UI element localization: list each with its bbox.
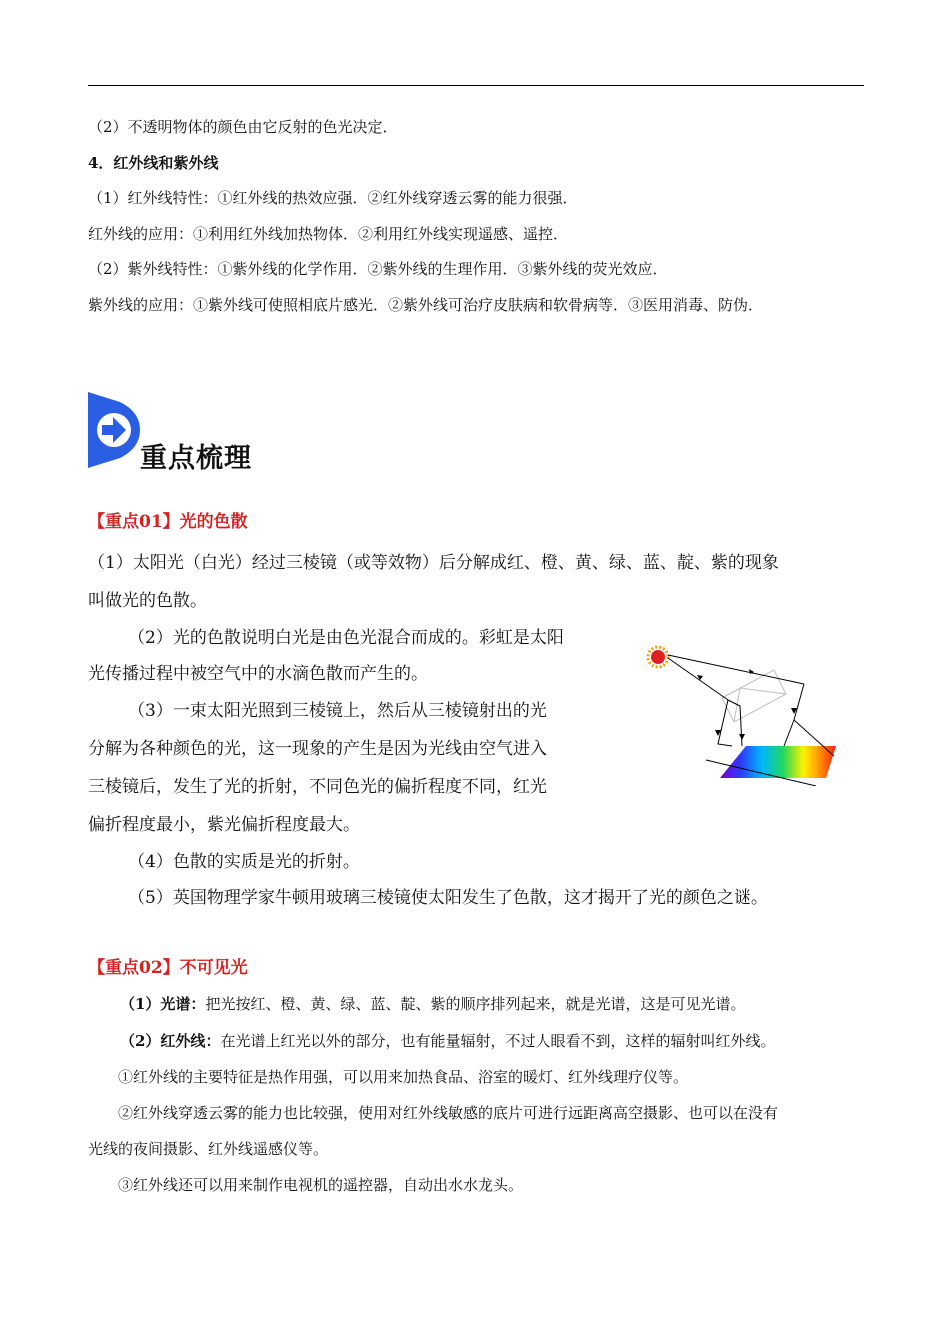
spectrum-text: 把光按红、橙、黄、绿、蓝、靛、紫的顺序排列起来，就是光谱，这是可见光谱。 (205, 995, 746, 1013)
point01-line8: 偏折程度最小，紫光偏折程度最大。 (88, 815, 360, 835)
infrared-text: 在光谱上红光以外的部分，也有能量辐射，不过人眼看不到，这样的辐射叫红外线。 (220, 1032, 776, 1050)
point01-line2: 叫做光的色散。 (88, 591, 207, 611)
opaque-color-text: （2）不透明物体的颜色由它反射的色光决定． (88, 118, 398, 136)
point01-line4: 光传播过程中被空气中的水滴色散而产生的。 (88, 664, 428, 684)
point01-line5: （3）一束太阳光照到三棱镜上，然后从三棱镜射出的光 (128, 701, 547, 721)
spectrum-term: （1）光谱： (120, 995, 206, 1013)
uv-properties: （2）紫外线特性：①紫外线的化学作用．②紫外线的生理作用．③紫外线的荧光效应． (88, 260, 668, 278)
prism-dispersion-figure (636, 636, 840, 786)
point01-line6: 分解为各种颜色的光，这一现象的产生是因为光线由空气进入 (88, 739, 547, 759)
section-4-title: 4．红外线和紫外线 (88, 154, 219, 172)
infrared-term: （2）红外线： (120, 1032, 221, 1050)
point01-label: 【重点01】光的色散 (88, 512, 248, 532)
header-rule (88, 85, 864, 86)
ir-properties: （1）红外线特性：①红外线的热效应强．②红外线穿透云雾的能力很强． (88, 189, 578, 207)
ir-feature-3: ③红外线还可以用来制作电视机的遥控器，自动出水水龙头。 (118, 1176, 524, 1194)
ir-feature-1: ①红外线的主要特征是热作用强，可以用来加热食品、浴室的暖灯、红外线理疗仪等。 (118, 1068, 689, 1086)
point01-line3: （2）光的色散说明白光是由色光混合而成的。彩虹是太阳 (128, 628, 564, 648)
point01-line9: （4）色散的实质是光的折射。 (128, 852, 360, 872)
point01-line7: 三棱镜后，发生了光的折射，不同色光的偏折程度不同，红光 (88, 777, 547, 797)
sun-icon (648, 647, 668, 667)
ir-applications: 红外线的应用：①利用红外线加热物体．②利用红外线实现遥感、遥控． (88, 225, 569, 243)
infrared-line (120, 1031, 775, 1051)
point02-label: 【重点02】不可见光 (88, 958, 248, 978)
arrow-icon (86, 392, 142, 468)
uv-applications: 紫外线的应用：①紫外线可使照相底片感光．②紫外线可治疗皮肤病和软骨病等．③医用消毒、防伪． (88, 296, 764, 314)
spectrum-line (120, 994, 745, 1014)
point01-line1: （1）太阳光（白光）经过三棱镜（或等效物）后分解成红、橙、黄、绿、蓝、靛、紫的现象 (88, 553, 779, 573)
section-heading: 重点梳理 (140, 443, 252, 474)
ir-feature-2a: ②红外线穿透云雾的能力也比较强，使用对红外线敏感的底片可进行远距离高空摄影、也可以在没有 (118, 1104, 779, 1122)
ir-feature-2b: 光线的夜间摄影、红外线遥感仪等。 (88, 1140, 329, 1158)
point01-line10: （5）英国物理学家牛顿用玻璃三棱镜使太阳发生了色散，这才揭开了光的颜色之谜。 (128, 888, 768, 908)
